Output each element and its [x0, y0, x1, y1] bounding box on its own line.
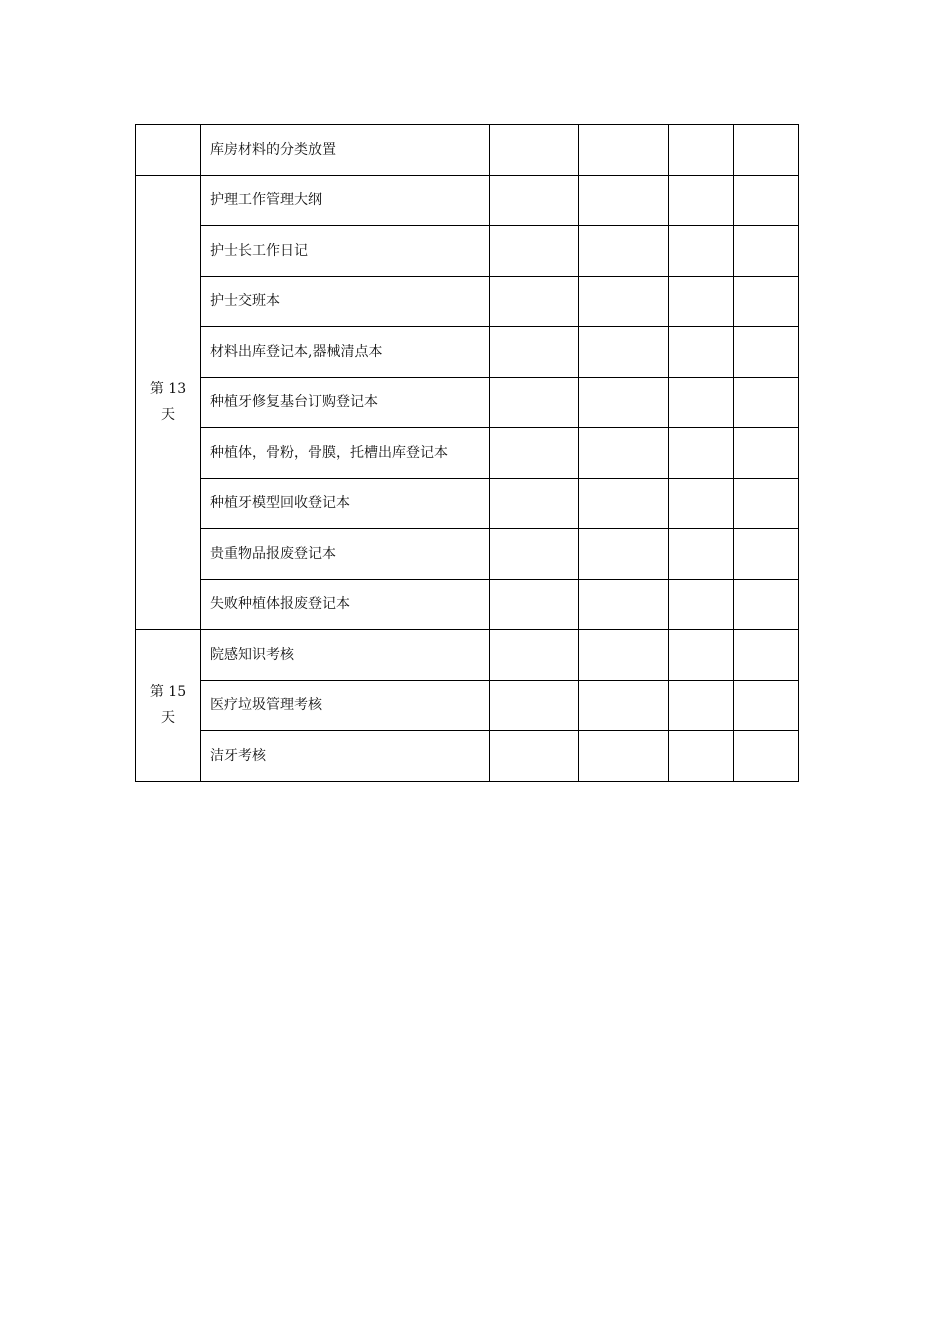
blank-check-cell[interactable] — [669, 478, 734, 529]
blank-check-cell[interactable] — [579, 680, 669, 731]
blank-check-cell[interactable] — [579, 428, 669, 479]
blank-check-cell[interactable] — [734, 630, 799, 681]
blank-check-cell[interactable] — [669, 377, 734, 428]
day-label-number: 第 13 — [149, 381, 187, 398]
blank-check-cell[interactable] — [490, 428, 579, 479]
blank-check-cell[interactable] — [734, 529, 799, 580]
day-cell — [136, 175, 201, 630]
table-row — [136, 731, 799, 782]
training-item-cell — [201, 680, 490, 731]
table-row — [136, 125, 799, 176]
blank-check-cell[interactable] — [490, 680, 579, 731]
blank-check-cell[interactable] — [490, 276, 579, 327]
training-item-label: 院感知识考核 — [210, 646, 294, 663]
blank-check-cell[interactable] — [579, 630, 669, 681]
table-row — [136, 579, 799, 630]
blank-check-cell[interactable] — [579, 327, 669, 378]
table-body — [136, 125, 799, 782]
blank-check-cell[interactable] — [734, 680, 799, 731]
blank-check-cell[interactable] — [490, 630, 579, 681]
training-item-label: 种植体，骨粉，骨膜，托槽出库登记本 — [210, 444, 448, 461]
training-item-cell — [201, 478, 490, 529]
blank-check-cell[interactable] — [579, 731, 669, 782]
blank-check-cell[interactable] — [669, 276, 734, 327]
blank-check-cell[interactable] — [734, 125, 799, 176]
blank-check-cell[interactable] — [669, 529, 734, 580]
training-item-cell — [201, 276, 490, 327]
table-row — [136, 276, 799, 327]
blank-check-cell[interactable] — [579, 579, 669, 630]
training-item-label: 库房材料的分类放置 — [210, 141, 336, 158]
blank-check-cell[interactable] — [490, 579, 579, 630]
blank-check-cell[interactable] — [490, 125, 579, 176]
table-row — [136, 478, 799, 529]
table-row — [136, 529, 799, 580]
training-item-label: 护士长工作日记 — [210, 242, 308, 259]
blank-check-cell[interactable] — [734, 428, 799, 479]
blank-check-cell[interactable] — [669, 428, 734, 479]
blank-check-cell[interactable] — [490, 731, 579, 782]
blank-check-cell[interactable] — [579, 175, 669, 226]
training-item-cell — [201, 226, 490, 277]
blank-check-cell[interactable] — [669, 630, 734, 681]
blank-check-cell[interactable] — [734, 175, 799, 226]
blank-check-cell[interactable] — [734, 731, 799, 782]
day-label-unit: 天 — [161, 407, 175, 424]
training-item-label: 材料出库登记本,器械清点本 — [210, 343, 383, 360]
training-item-label: 贵重物品报废登记本 — [210, 545, 336, 562]
day-cell — [136, 125, 201, 176]
table-row — [136, 175, 799, 226]
blank-check-cell[interactable] — [669, 579, 734, 630]
training-item-cell — [201, 579, 490, 630]
blank-check-cell[interactable] — [734, 226, 799, 277]
blank-check-cell[interactable] — [669, 175, 734, 226]
blank-check-cell[interactable] — [579, 125, 669, 176]
day-label-unit: 天 — [161, 710, 175, 727]
table-row — [136, 327, 799, 378]
blank-check-cell[interactable] — [490, 226, 579, 277]
training-item-label: 种植牙修复基台订购登记本 — [210, 394, 378, 411]
table-row — [136, 428, 799, 479]
table-row — [136, 680, 799, 731]
training-item-label: 护士交班本 — [210, 293, 280, 310]
day-label-number: 第 15 — [149, 684, 187, 701]
table-row — [136, 377, 799, 428]
training-item-label: 洁牙考核 — [210, 747, 266, 764]
blank-check-cell[interactable] — [734, 579, 799, 630]
training-item-label: 种植牙模型回收登记本 — [210, 495, 350, 512]
training-item-cell — [201, 125, 490, 176]
blank-check-cell[interactable] — [579, 478, 669, 529]
blank-check-cell[interactable] — [490, 478, 579, 529]
training-item-cell — [201, 529, 490, 580]
blank-check-cell[interactable] — [579, 226, 669, 277]
blank-check-cell[interactable] — [490, 529, 579, 580]
blank-check-cell[interactable] — [734, 276, 799, 327]
blank-check-cell[interactable] — [734, 377, 799, 428]
training-item-cell — [201, 327, 490, 378]
training-item-cell — [201, 630, 490, 681]
training-item-cell — [201, 428, 490, 479]
blank-check-cell[interactable] — [669, 327, 734, 378]
day-cell — [136, 630, 201, 782]
table-row — [136, 226, 799, 277]
training-item-label: 护理工作管理大纲 — [210, 192, 322, 209]
training-item-label: 医疗垃圾管理考核 — [210, 697, 322, 714]
training-item-cell — [201, 175, 490, 226]
blank-check-cell[interactable] — [490, 175, 579, 226]
training-checklist-table — [135, 124, 799, 782]
blank-check-cell[interactable] — [490, 377, 579, 428]
blank-check-cell[interactable] — [579, 276, 669, 327]
blank-check-cell[interactable] — [734, 327, 799, 378]
training-item-cell — [201, 731, 490, 782]
blank-check-cell[interactable] — [579, 377, 669, 428]
blank-check-cell[interactable] — [669, 731, 734, 782]
blank-check-cell[interactable] — [490, 327, 579, 378]
blank-check-cell[interactable] — [579, 529, 669, 580]
blank-check-cell[interactable] — [734, 478, 799, 529]
training-item-label: 失败种植体报废登记本 — [210, 596, 350, 613]
blank-check-cell[interactable] — [669, 226, 734, 277]
blank-check-cell[interactable] — [669, 680, 734, 731]
blank-check-cell[interactable] — [669, 125, 734, 176]
training-item-cell — [201, 377, 490, 428]
table-row — [136, 630, 799, 681]
